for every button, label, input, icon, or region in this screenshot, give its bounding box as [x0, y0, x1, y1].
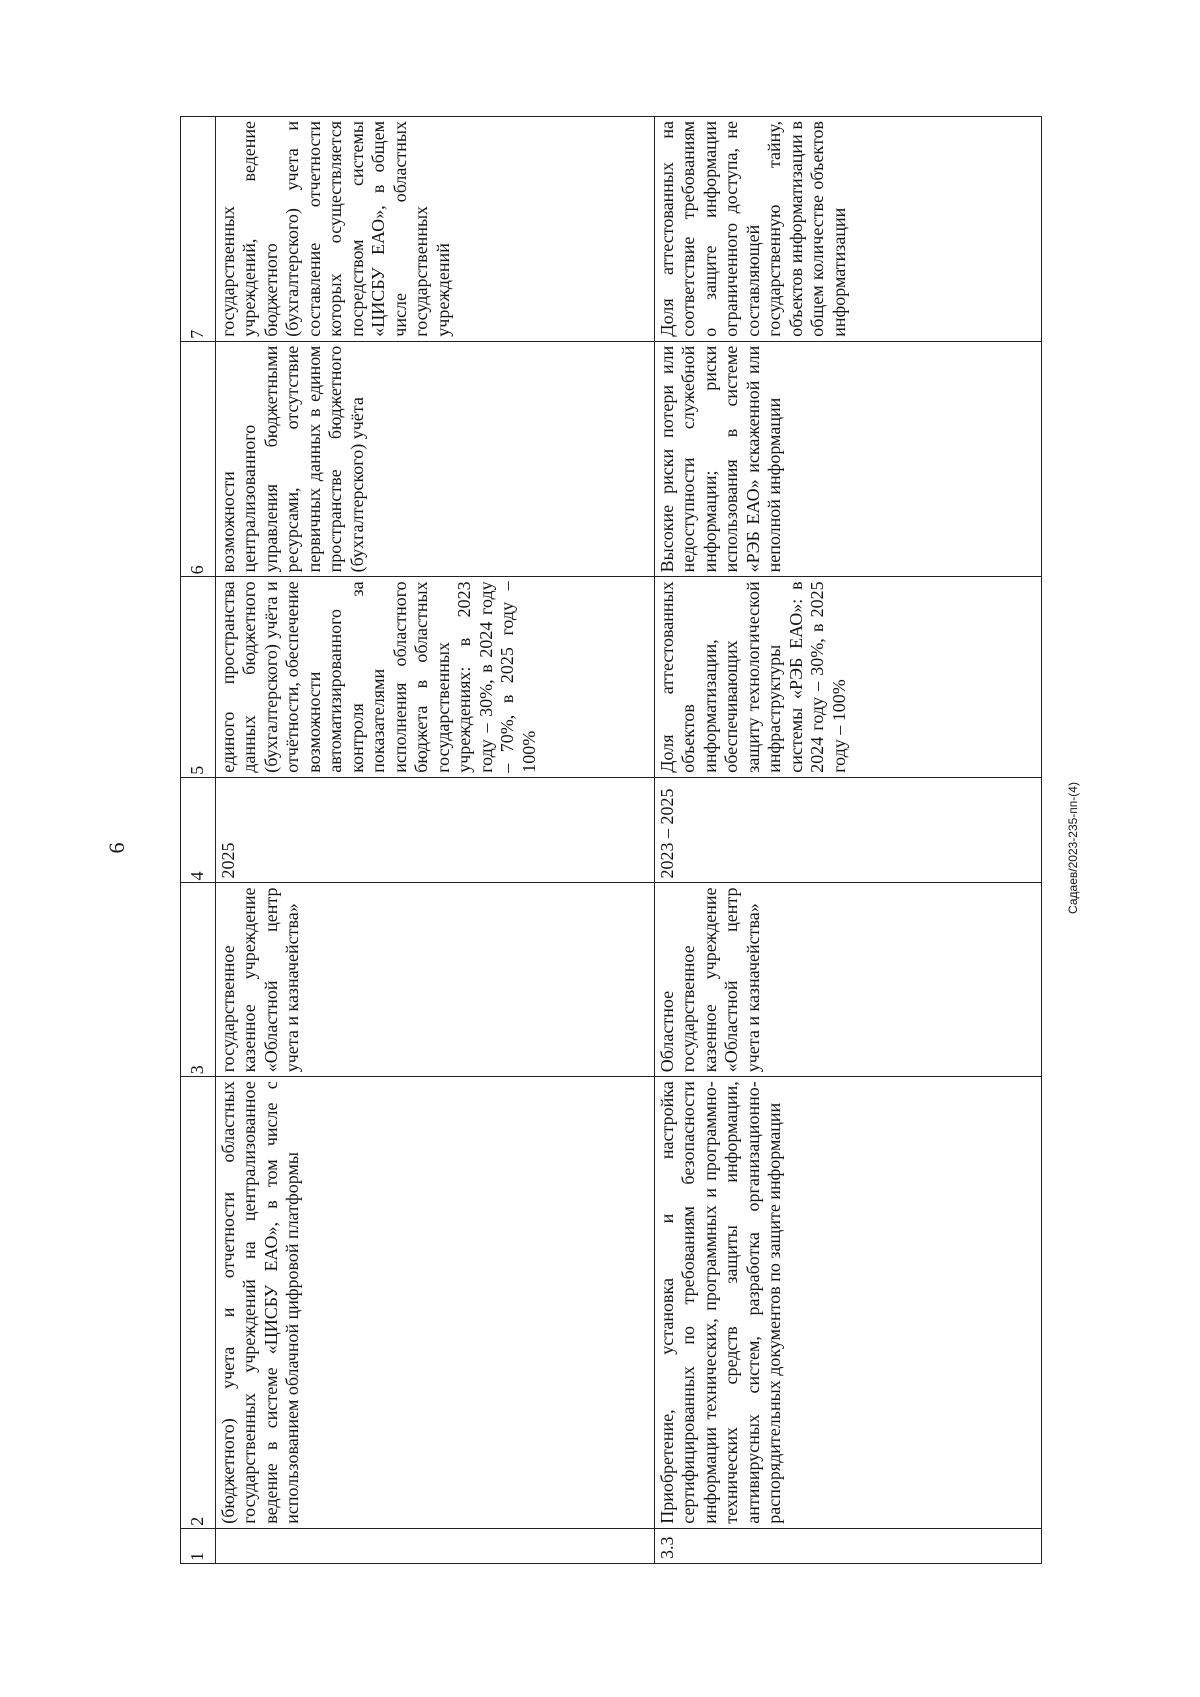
measure-name: (бюджетного) учета и отчетности областных государственных учреждений на централизованное ведение в системе «ЦИСБУ ЕАО», в том числе с использованием облачной цифровой платформы	[215, 1077, 654, 1528]
page-number: 6	[104, 842, 129, 854]
measure-name: Приобретение, установка и настройка сертифицированных по требованиям безопасности информации технических, программных и программно-технических средств защиты информации, антивирусных систем, разработка организационно-распорядительных документов по защите информации	[654, 1077, 1041, 1528]
document-code: Садаев/2023-235-пп-(4)	[1066, 782, 1080, 914]
header-col-6: 6	[181, 341, 216, 577]
header-col-2: 2	[181, 1077, 216, 1528]
responsible-executor: Областное государственное казенное учреждение «Областной центр учета и казначейства»	[654, 883, 1041, 1077]
header-col-7: 7	[181, 117, 216, 342]
row-number	[215, 1528, 654, 1563]
consequences-of-non-implementation: возможности централизованного управления бюджетными ресурсами, отсутствие первичных данных в едином пространстве бюджетного (бухгалтерского) учёта	[215, 341, 654, 577]
expected-result: Доля аттестованных объектов информатизации, обеспечивающих защиту технологической инфраструктуры системы «РЭБ ЕАО»: в 2024 году – 30%, в 2025 году – 100%	[654, 577, 1041, 777]
header-row	[181, 117, 216, 1564]
indicator-link: государственных учреждений, ведение бюджетного (бухгалтерского) учета и составление отчетности которых осуществляется посредством системы «ЦИСБУ ЕАО», в общем числе областных государственных учреждений	[215, 117, 654, 342]
rotated-page	[100, 64, 1100, 1632]
implementation-period: 2023 – 2025	[654, 777, 1041, 883]
header-col-1: 1	[181, 1528, 216, 1563]
responsible-executor: государственное казенное учреждение «Областной центр учета и казначейства»	[215, 883, 654, 1077]
header-col-3: 3	[181, 883, 216, 1077]
consequences-of-non-implementation: Высокие риски потери или недоступности служебной информации; риски использования в системе «РЭБ ЕАО» искаженной или неполной информации	[654, 341, 1041, 577]
indicator-link: Доля аттестованных на соответствие требованиям о защите информации ограниченного доступа, не составляющей государственную тайну, объектов информатизации в общем количестве объектов информатизации	[654, 117, 1041, 342]
table-row	[215, 117, 654, 1564]
expected-result: единого пространства данных бюджетного (бухгалтерского) учёта и отчётности, обеспечение возможности автоматизированного контроля за показателями исполнения областного бюджета в областных государственных учреждениях: в 2023 году – 30%, в 2024 году – 70%, в 2025 году – 100%	[215, 577, 654, 777]
measures-table	[180, 116, 1042, 1564]
header-col-4: 4	[181, 777, 216, 883]
row-number: 3.3	[654, 1528, 1041, 1563]
header-col-5: 5	[181, 577, 216, 777]
implementation-period: 2025	[215, 777, 654, 883]
table-row	[654, 117, 1041, 1564]
